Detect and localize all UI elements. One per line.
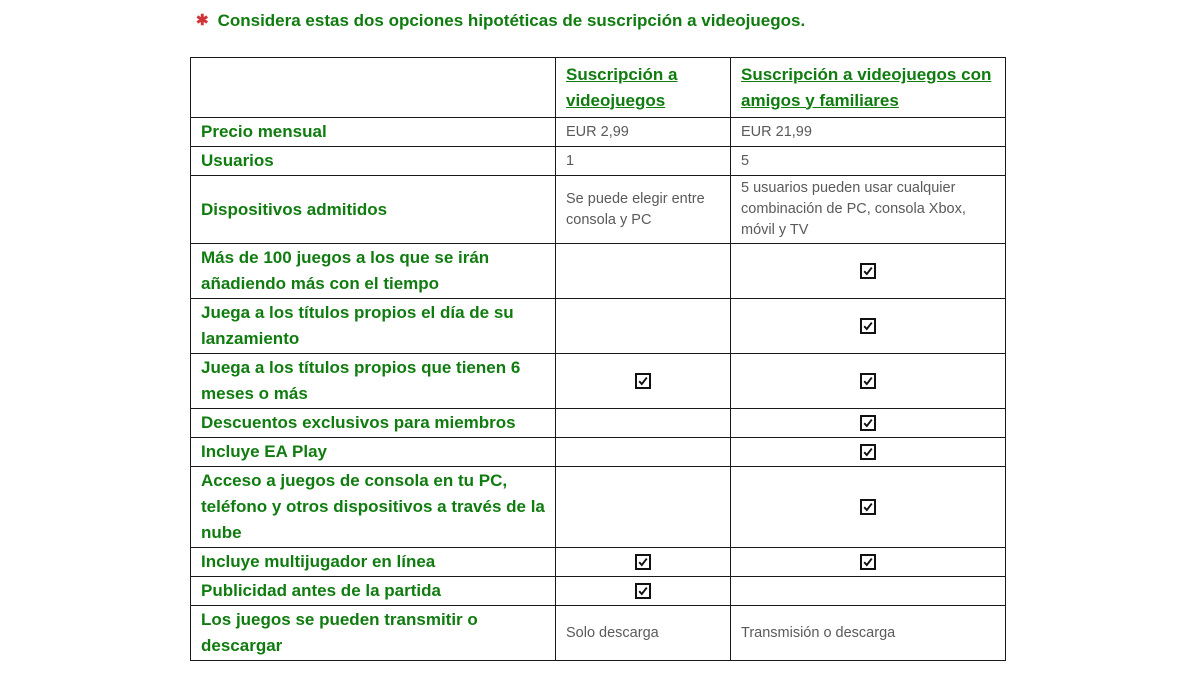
feature-check-cell [731, 409, 1006, 438]
feature-check-cell [556, 577, 731, 606]
value-cell: EUR 21,99 [731, 118, 1006, 147]
table-row [191, 409, 1006, 438]
value-cell: 1 [556, 147, 731, 176]
checkbox-checked-icon [635, 583, 651, 599]
value-cell: Transmisión o descarga [731, 606, 1006, 661]
comparison-table [190, 57, 1006, 661]
empty-cell [556, 409, 731, 438]
table-header-row [191, 58, 1006, 118]
checkbox-checked-icon [860, 318, 876, 334]
value-cell: Se puede elegir entre consola y PC [556, 176, 731, 244]
row-label: Incluye EA Play [191, 438, 556, 467]
table-row [191, 147, 1006, 176]
feature-check-cell [731, 244, 1006, 299]
row-label: Incluye multijugador en línea [191, 548, 556, 577]
value-cell: 5 usuarios pueden usar cualquier combinación de PC, consola Xbox, móvil y TV [731, 176, 1006, 244]
empty-cell [556, 438, 731, 467]
checkbox-checked-icon [860, 444, 876, 460]
feature-check-cell [556, 548, 731, 577]
empty-cell [556, 244, 731, 299]
feature-check-cell [731, 467, 1006, 548]
table-row [191, 244, 1006, 299]
feature-check-cell [731, 299, 1006, 354]
row-label: Acceso a juegos de consola en tu PC, teléfono y otros dispositivos a través de la nube [191, 467, 556, 548]
checkbox-checked-icon [860, 415, 876, 431]
empty-cell [556, 299, 731, 354]
table-body [191, 118, 1006, 661]
value-cell: 5 [731, 147, 1006, 176]
table-row [191, 354, 1006, 409]
checkbox-checked-icon [860, 554, 876, 570]
feature-check-cell [731, 548, 1006, 577]
checkbox-checked-icon [860, 499, 876, 515]
question-title: Considera estas dos opciones hipotéticas de suscripción a videojuegos. [217, 11, 806, 30]
feature-check-cell [731, 354, 1006, 409]
checkbox-checked-icon [635, 554, 651, 570]
checkbox-checked-icon [860, 263, 876, 279]
table-row [191, 548, 1006, 577]
header-cell-option2: Suscripción a videojuegos con amigos y familiares [731, 58, 1006, 118]
row-label: Precio mensual [191, 118, 556, 147]
feature-check-cell [731, 438, 1006, 467]
table-row [191, 606, 1006, 661]
empty-cell [556, 467, 731, 548]
header-cell-empty [191, 58, 556, 118]
table-row [191, 438, 1006, 467]
row-label: Descuentos exclusivos para miembros [191, 409, 556, 438]
row-label: Usuarios [191, 147, 556, 176]
checkbox-checked-icon [860, 373, 876, 389]
table-row [191, 467, 1006, 548]
row-label: Más de 100 juegos a los que se irán añadiendo más con el tiempo [191, 244, 556, 299]
row-label: Juega a los títulos propios el día de su lanzamiento [191, 299, 556, 354]
table-row [191, 577, 1006, 606]
required-asterisk-icon: ✱ [196, 12, 209, 29]
header-cell-option1: Suscripción a videojuegos [556, 58, 731, 118]
table-row [191, 299, 1006, 354]
checkbox-checked-icon [635, 373, 651, 389]
table-row [191, 118, 1006, 147]
row-label: Publicidad antes de la partida [191, 577, 556, 606]
value-cell: EUR 2,99 [556, 118, 731, 147]
empty-cell [731, 577, 1006, 606]
value-cell: Solo descarga [556, 606, 731, 661]
table-row [191, 176, 1006, 244]
row-label: Los juegos se pueden transmitir o descargar [191, 606, 556, 661]
row-label: Juega a los títulos propios que tienen 6 meses o más [191, 354, 556, 409]
row-label: Dispositivos admitidos [191, 176, 556, 244]
question-title-row [196, 10, 1096, 32]
feature-check-cell [556, 354, 731, 409]
